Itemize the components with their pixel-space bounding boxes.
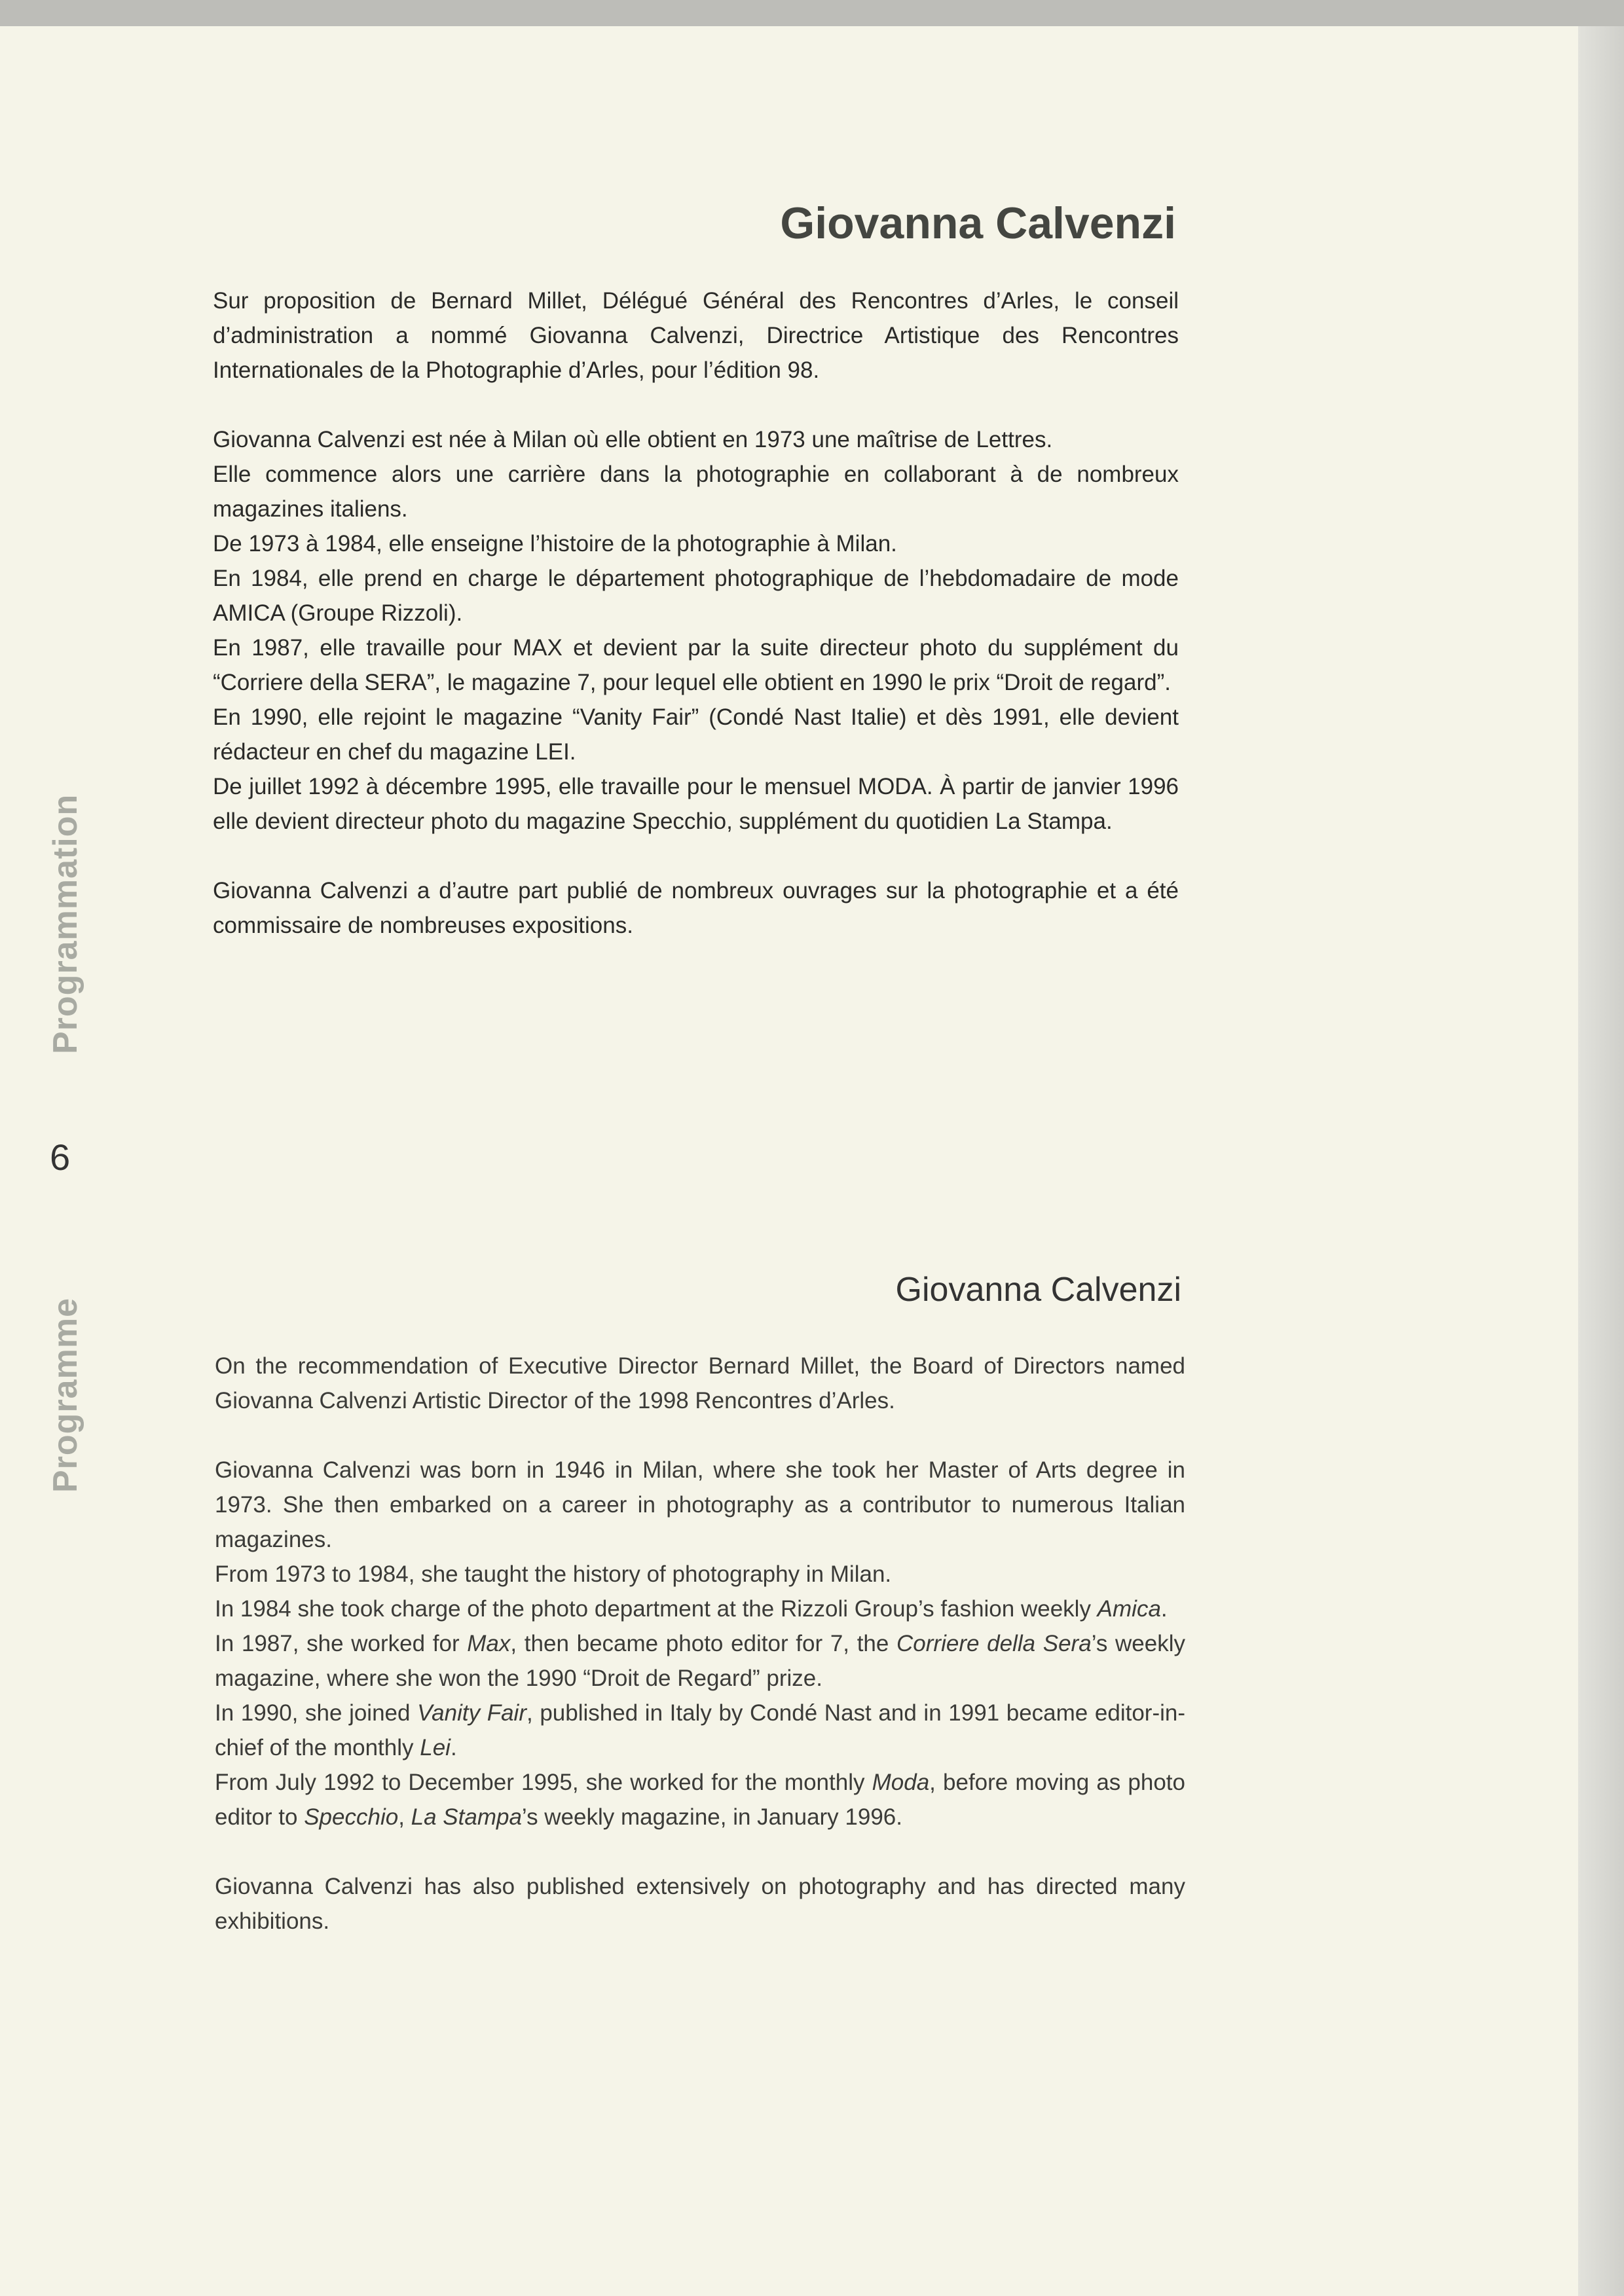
english-bio-line: In 1984 she took charge of the photo department at the Rizzoli Group’s fashion weekly Amica. <box>215 1596 1168 1622</box>
french-bio-line: Giovanna Calvenzi est née à Milan où elle obtient en 1973 une maîtrise de Lettres. <box>213 427 1053 452</box>
side-label-programmation: Programmation <box>46 793 84 1054</box>
french-bio-line: En 1987, elle travaille pour MAX et devient par la suite directeur photo du supplément du “Corriere della SERA”, le magazine 7, pour lequel elle obtient en 1990 le prix “Droit de regard”. <box>213 635 1179 695</box>
english-title: Giovanna Calvenzi <box>895 1271 1181 1309</box>
french-bio-line: De juillet 1992 à décembre 1995, elle travaille pour le mensuel MODA. À partir de janvier 1996 elle devient directeur photo du magazine Specchio, supplément du quotidien La Stampa. <box>213 774 1179 834</box>
document-page <box>0 26 1578 2296</box>
french-bio-line: En 1990, elle rejoint le magazine “Vanity Fair” (Condé Nast Italie) et dès 1991, elle devient rédacteur en chef du magazine LEI. <box>213 704 1179 765</box>
english-bio-line: In 1990, she joined Vanity Fair, published in Italy by Condé Nast and in 1991 became editor-in-chief of the monthly Lei. <box>215 1700 1185 1760</box>
french-bio-line: En 1984, elle prend en charge le département photographique de l’hebdomadaire de mode AMICA (Groupe Rizzoli). <box>213 566 1179 626</box>
french-closing: Giovanna Calvenzi a d’autre part publié de nombreux ouvrages sur la photographie et a été commissaire de nombreuses expositions. <box>213 878 1179 938</box>
scan-top-edge <box>0 0 1624 26</box>
french-title: Giovanna Calvenzi <box>780 198 1176 248</box>
english-bio-line: From 1973 to 1984, she taught the history of photography in Milan. <box>215 1561 892 1587</box>
french-bio-line: Elle commence alors une carrière dans la photographie en collaborant à de nombreux magazines italiens. <box>213 462 1179 522</box>
english-intro: On the recommendation of Executive Director Bernard Millet, the Board of Directors named Giovanna Calvenzi Artistic Director of the 1998 Rencontres d’Arles. <box>215 1353 1185 1413</box>
english-closing: Giovanna Calvenzi has also published extensively on photography and has directed many exhibitions. <box>215 1874 1185 1934</box>
french-intro: Sur proposition de Bernard Millet, Délégué Général des Rencontres d’Arles, le conseil d’administration a nommé Giovanna Calvenzi, Directrice Artistique des Rencontres Internationales de la Photographie d’Arles, pour l’édition 98. <box>213 288 1179 383</box>
english-bio-line: Giovanna Calvenzi was born in 1946 in Milan, where she took her Master of Arts degree in 1973. She then embarked on a career in photography as a contributor to numerous Italian magazines. <box>215 1457 1185 1552</box>
french-bio-line: De 1973 à 1984, elle enseigne l’histoire de la photographie à Milan. <box>213 531 897 556</box>
english-bio-line: From July 1992 to December 1995, she worked for the monthly Moda, before moving as photo editor to Specchio, La Stampa’s weekly magazine, in January 1996. <box>215 1770 1185 1830</box>
french-body <box>213 283 1179 943</box>
page-right-edge <box>1578 26 1624 2296</box>
english-bio-line: In 1987, she worked for Max, then became photo editor for 7, the Corriere della Sera’s weekly magazine, where she won the 1990 “Droit de Regard” prize. <box>215 1631 1185 1691</box>
side-label-programme: Programme <box>46 1298 84 1493</box>
page-number: 6 <box>50 1137 71 1178</box>
english-body <box>215 1349 1185 1939</box>
